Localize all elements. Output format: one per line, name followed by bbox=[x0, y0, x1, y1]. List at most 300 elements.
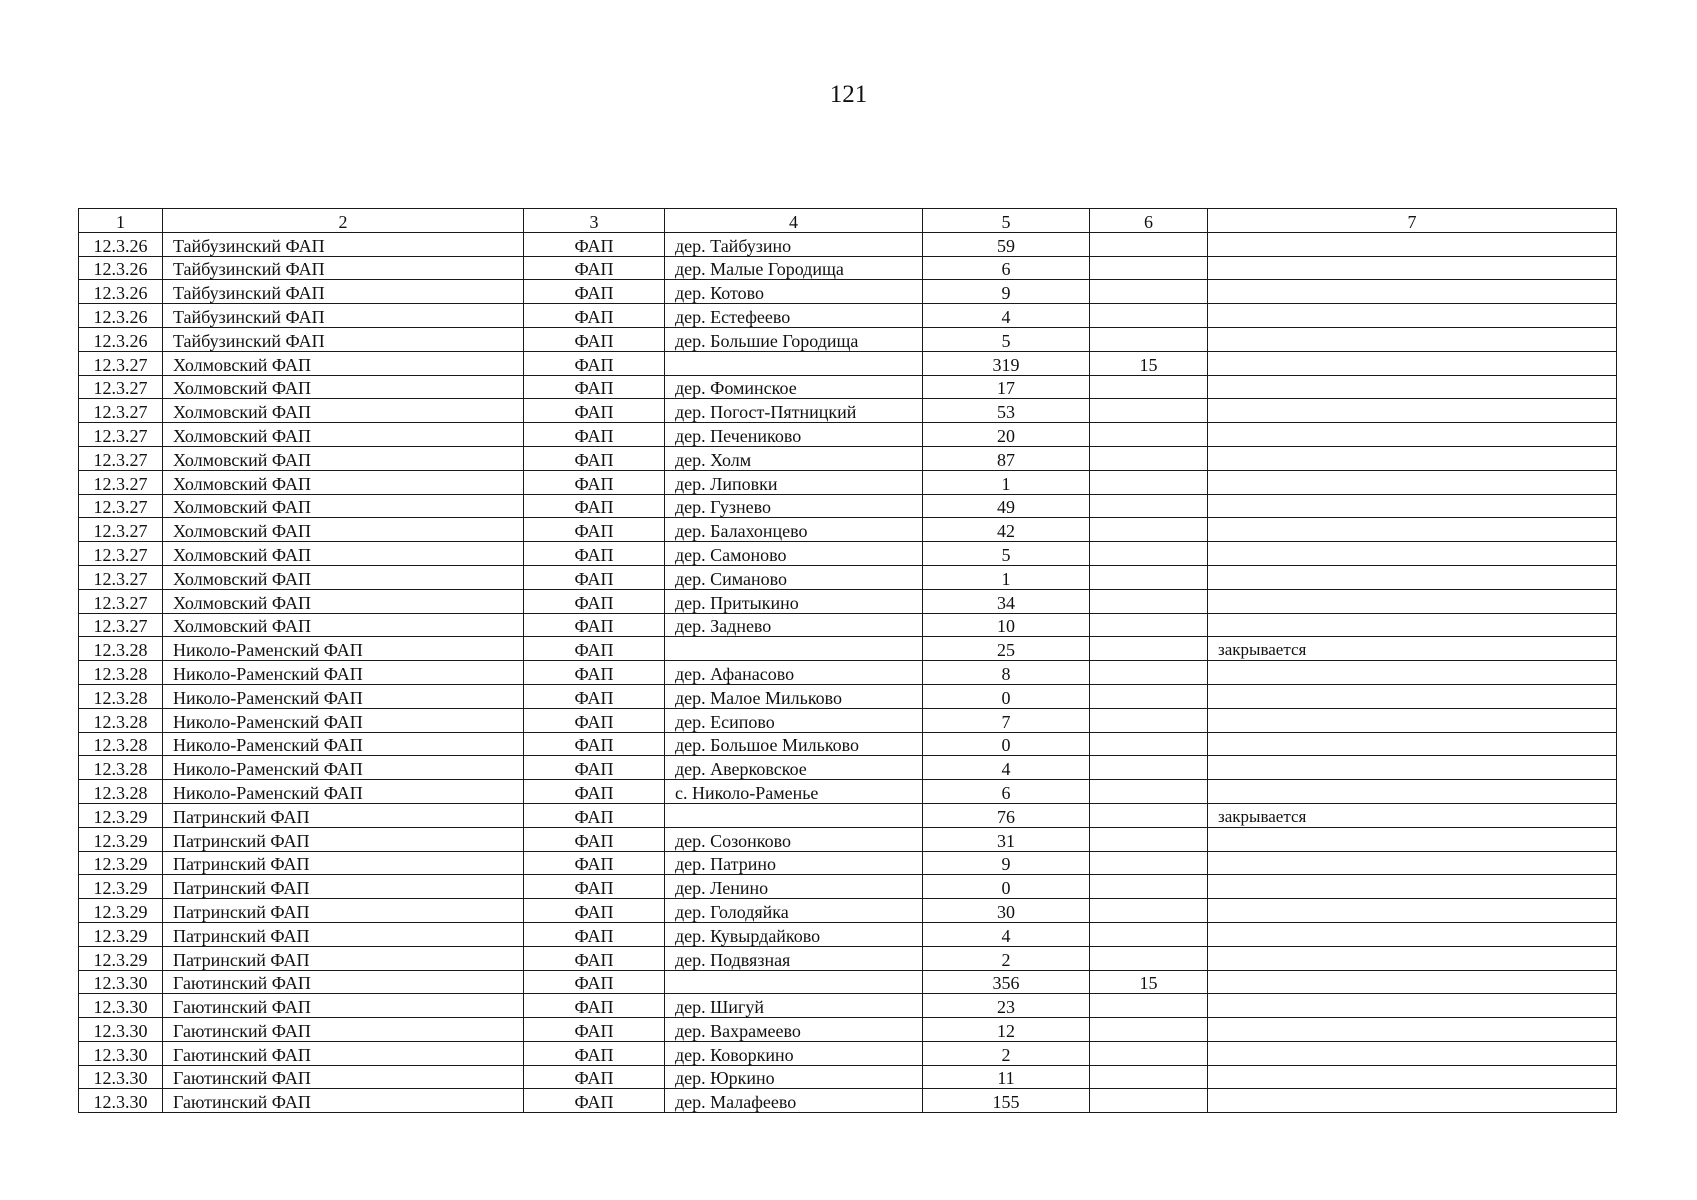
table-row bbox=[79, 684, 1617, 708]
facility-type-cell: ФАП bbox=[524, 470, 665, 494]
table-row bbox=[79, 827, 1617, 851]
note-cell bbox=[1208, 256, 1617, 280]
facility-type-cell: ФАП bbox=[524, 803, 665, 827]
table-row bbox=[79, 1018, 1617, 1042]
note-cell bbox=[1208, 1041, 1617, 1065]
facility-name-cell: Патринский ФАП bbox=[163, 851, 524, 875]
note-cell bbox=[1208, 351, 1617, 375]
settlement-cell: дер. Аверковское bbox=[665, 756, 923, 780]
column-header-4: 4 bbox=[665, 209, 923, 233]
col6-value-cell bbox=[1090, 756, 1208, 780]
population-cell: 34 bbox=[923, 589, 1090, 613]
settlement-cell: дер. Юркино bbox=[665, 1065, 923, 1089]
facility-type-cell: ФАП bbox=[524, 637, 665, 661]
settlement-cell bbox=[665, 351, 923, 375]
settlement-cell: дер. Есипово bbox=[665, 708, 923, 732]
facility-name-cell: Холмовский ФАП bbox=[163, 375, 524, 399]
column-header-1: 1 bbox=[79, 209, 163, 233]
settlement-cell: дер. Погост-Пятницкий bbox=[665, 399, 923, 423]
table-row bbox=[79, 708, 1617, 732]
note-cell bbox=[1208, 780, 1617, 804]
note-cell bbox=[1208, 827, 1617, 851]
population-cell: 5 bbox=[923, 542, 1090, 566]
table-row bbox=[79, 351, 1617, 375]
col6-value-cell bbox=[1090, 1065, 1208, 1089]
row-code-cell: 12.3.29 bbox=[79, 851, 163, 875]
col6-value-cell bbox=[1090, 637, 1208, 661]
note-cell bbox=[1208, 851, 1617, 875]
facility-name-cell: Патринский ФАП bbox=[163, 875, 524, 899]
row-code-cell: 12.3.29 bbox=[79, 827, 163, 851]
note-cell bbox=[1208, 423, 1617, 447]
table-row bbox=[79, 470, 1617, 494]
population-cell: 12 bbox=[923, 1018, 1090, 1042]
row-code-cell: 12.3.27 bbox=[79, 518, 163, 542]
col6-value-cell bbox=[1090, 946, 1208, 970]
population-cell: 6 bbox=[923, 780, 1090, 804]
facility-type-cell: ФАП bbox=[524, 994, 665, 1018]
table-row bbox=[79, 327, 1617, 351]
population-cell: 5 bbox=[923, 327, 1090, 351]
row-code-cell: 12.3.26 bbox=[79, 256, 163, 280]
col6-value-cell bbox=[1090, 256, 1208, 280]
settlement-cell: дер. Заднево bbox=[665, 613, 923, 637]
settlement-cell: дер. Тайбузино bbox=[665, 232, 923, 256]
facility-name-cell: Холмовский ФАП bbox=[163, 351, 524, 375]
table-row bbox=[79, 542, 1617, 566]
row-code-cell: 12.3.26 bbox=[79, 280, 163, 304]
population-cell: 42 bbox=[923, 518, 1090, 542]
col6-value-cell bbox=[1090, 423, 1208, 447]
table-row bbox=[79, 446, 1617, 470]
population-cell: 1 bbox=[923, 565, 1090, 589]
facility-type-cell: ФАП bbox=[524, 732, 665, 756]
facility-name-cell: Николо-Раменский ФАП bbox=[163, 708, 524, 732]
facility-name-cell: Холмовский ФАП bbox=[163, 446, 524, 470]
note-cell bbox=[1208, 994, 1617, 1018]
population-cell: 11 bbox=[923, 1065, 1090, 1089]
note-cell bbox=[1208, 732, 1617, 756]
facility-name-cell: Николо-Раменский ФАП bbox=[163, 684, 524, 708]
col6-value-cell bbox=[1090, 304, 1208, 328]
row-code-cell: 12.3.30 bbox=[79, 994, 163, 1018]
facility-type-cell: ФАП bbox=[524, 1065, 665, 1089]
row-code-cell: 12.3.28 bbox=[79, 684, 163, 708]
facility-name-cell: Холмовский ФАП bbox=[163, 399, 524, 423]
facility-type-cell: ФАП bbox=[524, 304, 665, 328]
settlement-cell: дер. Афанасово bbox=[665, 661, 923, 685]
table-row bbox=[79, 280, 1617, 304]
col6-value-cell bbox=[1090, 899, 1208, 923]
settlement-cell: дер. Патрино bbox=[665, 851, 923, 875]
col6-value-cell bbox=[1090, 470, 1208, 494]
row-code-cell: 12.3.27 bbox=[79, 470, 163, 494]
population-cell: 49 bbox=[923, 494, 1090, 518]
row-code-cell: 12.3.27 bbox=[79, 423, 163, 447]
facility-type-cell: ФАП bbox=[524, 399, 665, 423]
facility-name-cell: Холмовский ФАП bbox=[163, 470, 524, 494]
settlement-cell: дер. Притыкино bbox=[665, 589, 923, 613]
table-row bbox=[79, 780, 1617, 804]
table-row bbox=[79, 732, 1617, 756]
facility-type-cell: ФАП bbox=[524, 780, 665, 804]
column-header-3: 3 bbox=[524, 209, 665, 233]
col6-value-cell bbox=[1090, 1041, 1208, 1065]
row-code-cell: 12.3.27 bbox=[79, 399, 163, 423]
col6-value-cell bbox=[1090, 732, 1208, 756]
settlement-cell: дер. Большие Городища bbox=[665, 327, 923, 351]
note-cell bbox=[1208, 589, 1617, 613]
facility-type-cell: ФАП bbox=[524, 684, 665, 708]
facility-type-cell: ФАП bbox=[524, 494, 665, 518]
fap-register-table bbox=[78, 208, 1617, 1113]
facility-type-cell: ФАП bbox=[524, 565, 665, 589]
population-cell: 87 bbox=[923, 446, 1090, 470]
settlement-cell: дер. Липовки bbox=[665, 470, 923, 494]
note-cell bbox=[1208, 946, 1617, 970]
table-row bbox=[79, 875, 1617, 899]
row-code-cell: 12.3.28 bbox=[79, 661, 163, 685]
settlement-cell: дер. Балахонцево bbox=[665, 518, 923, 542]
table-row bbox=[79, 399, 1617, 423]
facility-type-cell: ФАП bbox=[524, 1089, 665, 1113]
col6-value-cell: 15 bbox=[1090, 970, 1208, 994]
settlement-cell: дер. Кувырдайково bbox=[665, 922, 923, 946]
col6-value-cell bbox=[1090, 803, 1208, 827]
population-cell: 4 bbox=[923, 922, 1090, 946]
col6-value-cell bbox=[1090, 232, 1208, 256]
facility-name-cell: Холмовский ФАП bbox=[163, 423, 524, 447]
facility-name-cell: Гаютинский ФАП bbox=[163, 970, 524, 994]
table-row bbox=[79, 494, 1617, 518]
facility-name-cell: Патринский ФАП bbox=[163, 899, 524, 923]
row-code-cell: 12.3.28 bbox=[79, 708, 163, 732]
facility-type-cell: ФАП bbox=[524, 256, 665, 280]
population-cell: 7 bbox=[923, 708, 1090, 732]
note-cell bbox=[1208, 1089, 1617, 1113]
population-cell: 2 bbox=[923, 1041, 1090, 1065]
row-code-cell: 12.3.30 bbox=[79, 1089, 163, 1113]
population-cell: 319 bbox=[923, 351, 1090, 375]
settlement-cell: дер. Шигуй bbox=[665, 994, 923, 1018]
settlement-cell: дер. Ленино bbox=[665, 875, 923, 899]
facility-type-cell: ФАП bbox=[524, 827, 665, 851]
facility-name-cell: Гаютинский ФАП bbox=[163, 1065, 524, 1089]
population-cell: 17 bbox=[923, 375, 1090, 399]
col6-value-cell bbox=[1090, 542, 1208, 566]
facility-type-cell: ФАП bbox=[524, 613, 665, 637]
col6-value-cell bbox=[1090, 565, 1208, 589]
settlement-cell: дер. Созонково bbox=[665, 827, 923, 851]
settlement-cell: дер. Печениково bbox=[665, 423, 923, 447]
col6-value-cell bbox=[1090, 1089, 1208, 1113]
note-cell bbox=[1208, 565, 1617, 589]
table-row bbox=[79, 423, 1617, 447]
facility-name-cell: Патринский ФАП bbox=[163, 827, 524, 851]
facility-name-cell: Николо-Раменский ФАП bbox=[163, 637, 524, 661]
note-cell bbox=[1208, 280, 1617, 304]
table-row bbox=[79, 803, 1617, 827]
table-row bbox=[79, 637, 1617, 661]
facility-name-cell: Гаютинский ФАП bbox=[163, 1089, 524, 1113]
row-code-cell: 12.3.27 bbox=[79, 542, 163, 566]
row-code-cell: 12.3.26 bbox=[79, 304, 163, 328]
population-cell: 53 bbox=[923, 399, 1090, 423]
facility-name-cell: Патринский ФАП bbox=[163, 922, 524, 946]
row-code-cell: 12.3.26 bbox=[79, 232, 163, 256]
col6-value-cell bbox=[1090, 280, 1208, 304]
settlement-cell: дер. Голодяйка bbox=[665, 899, 923, 923]
settlement-cell: дер. Малые Городища bbox=[665, 256, 923, 280]
table-row bbox=[79, 256, 1617, 280]
population-cell: 9 bbox=[923, 280, 1090, 304]
note-cell bbox=[1208, 875, 1617, 899]
population-cell: 0 bbox=[923, 684, 1090, 708]
note-cell bbox=[1208, 494, 1617, 518]
population-cell: 25 bbox=[923, 637, 1090, 661]
note-cell bbox=[1208, 661, 1617, 685]
settlement-cell: дер. Естефеево bbox=[665, 304, 923, 328]
col6-value-cell bbox=[1090, 399, 1208, 423]
facility-name-cell: Тайбузинский ФАП bbox=[163, 327, 524, 351]
population-cell: 59 bbox=[923, 232, 1090, 256]
facility-name-cell: Холмовский ФАП bbox=[163, 542, 524, 566]
col6-value-cell bbox=[1090, 708, 1208, 732]
facility-name-cell: Гаютинский ФАП bbox=[163, 994, 524, 1018]
note-cell bbox=[1208, 327, 1617, 351]
population-cell: 0 bbox=[923, 875, 1090, 899]
row-code-cell: 12.3.30 bbox=[79, 1018, 163, 1042]
settlement-cell bbox=[665, 970, 923, 994]
facility-type-cell: ФАП bbox=[524, 708, 665, 732]
facility-name-cell: Николо-Раменский ФАП bbox=[163, 732, 524, 756]
row-code-cell: 12.3.27 bbox=[79, 494, 163, 518]
row-code-cell: 12.3.27 bbox=[79, 589, 163, 613]
facility-type-cell: ФАП bbox=[524, 1041, 665, 1065]
col6-value-cell bbox=[1090, 827, 1208, 851]
facility-type-cell: ФАП bbox=[524, 922, 665, 946]
facility-type-cell: ФАП bbox=[524, 970, 665, 994]
settlement-cell: дер. Малое Мильково bbox=[665, 684, 923, 708]
row-code-cell: 12.3.27 bbox=[79, 446, 163, 470]
row-code-cell: 12.3.30 bbox=[79, 970, 163, 994]
note-cell bbox=[1208, 399, 1617, 423]
facility-name-cell: Тайбузинский ФАП bbox=[163, 256, 524, 280]
population-cell: 10 bbox=[923, 613, 1090, 637]
facility-type-cell: ФАП bbox=[524, 946, 665, 970]
column-header-5: 5 bbox=[923, 209, 1090, 233]
settlement-cell bbox=[665, 803, 923, 827]
facility-type-cell: ФАП bbox=[524, 518, 665, 542]
col6-value-cell bbox=[1090, 375, 1208, 399]
facility-type-cell: ФАП bbox=[524, 423, 665, 447]
note-cell bbox=[1208, 518, 1617, 542]
note-cell: закрывается bbox=[1208, 803, 1617, 827]
table-row bbox=[79, 994, 1617, 1018]
row-code-cell: 12.3.29 bbox=[79, 803, 163, 827]
note-cell bbox=[1208, 446, 1617, 470]
population-cell: 2 bbox=[923, 946, 1090, 970]
facility-type-cell: ФАП bbox=[524, 232, 665, 256]
col6-value-cell bbox=[1090, 851, 1208, 875]
settlement-cell: дер. Фоминское bbox=[665, 375, 923, 399]
facility-name-cell: Холмовский ФАП bbox=[163, 494, 524, 518]
note-cell bbox=[1208, 899, 1617, 923]
settlement-cell: дер. Малафеево bbox=[665, 1089, 923, 1113]
settlement-cell: дер. Гузнево bbox=[665, 494, 923, 518]
note-cell: закрывается bbox=[1208, 637, 1617, 661]
settlement-cell: дер. Коворкино bbox=[665, 1041, 923, 1065]
note-cell bbox=[1208, 613, 1617, 637]
row-code-cell: 12.3.29 bbox=[79, 875, 163, 899]
row-code-cell: 12.3.29 bbox=[79, 946, 163, 970]
population-cell: 0 bbox=[923, 732, 1090, 756]
note-cell bbox=[1208, 756, 1617, 780]
population-cell: 4 bbox=[923, 756, 1090, 780]
note-cell bbox=[1208, 470, 1617, 494]
column-header-2: 2 bbox=[163, 209, 524, 233]
population-cell: 9 bbox=[923, 851, 1090, 875]
settlement-cell: дер. Подвязная bbox=[665, 946, 923, 970]
col6-value-cell bbox=[1090, 518, 1208, 542]
population-cell: 23 bbox=[923, 994, 1090, 1018]
facility-type-cell: ФАП bbox=[524, 851, 665, 875]
table-row bbox=[79, 518, 1617, 542]
facility-type-cell: ФАП bbox=[524, 875, 665, 899]
col6-value-cell bbox=[1090, 613, 1208, 637]
row-code-cell: 12.3.27 bbox=[79, 613, 163, 637]
facility-name-cell: Патринский ФАП bbox=[163, 946, 524, 970]
row-code-cell: 12.3.28 bbox=[79, 637, 163, 661]
population-cell: 1 bbox=[923, 470, 1090, 494]
row-code-cell: 12.3.28 bbox=[79, 756, 163, 780]
col6-value-cell bbox=[1090, 994, 1208, 1018]
facility-name-cell: Холмовский ФАП bbox=[163, 589, 524, 613]
row-code-cell: 12.3.27 bbox=[79, 351, 163, 375]
facility-type-cell: ФАП bbox=[524, 375, 665, 399]
settlement-cell: дер. Холм bbox=[665, 446, 923, 470]
row-code-cell: 12.3.27 bbox=[79, 565, 163, 589]
facility-name-cell: Николо-Раменский ФАП bbox=[163, 661, 524, 685]
row-code-cell: 12.3.30 bbox=[79, 1065, 163, 1089]
col6-value-cell bbox=[1090, 494, 1208, 518]
table-row bbox=[79, 1041, 1617, 1065]
settlement-cell: дер. Котово bbox=[665, 280, 923, 304]
table-row bbox=[79, 565, 1617, 589]
facility-name-cell: Гаютинский ФАП bbox=[163, 1018, 524, 1042]
facility-type-cell: ФАП bbox=[524, 756, 665, 780]
note-cell bbox=[1208, 1018, 1617, 1042]
col6-value-cell bbox=[1090, 327, 1208, 351]
population-cell: 8 bbox=[923, 661, 1090, 685]
row-code-cell: 12.3.29 bbox=[79, 899, 163, 923]
facility-name-cell: Патринский ФАП bbox=[163, 803, 524, 827]
table-row bbox=[79, 899, 1617, 923]
table-row bbox=[79, 232, 1617, 256]
settlement-cell bbox=[665, 637, 923, 661]
settlement-cell: дер. Большое Мильково bbox=[665, 732, 923, 756]
row-code-cell: 12.3.27 bbox=[79, 375, 163, 399]
col6-value-cell bbox=[1090, 1018, 1208, 1042]
facility-name-cell: Тайбузинский ФАП bbox=[163, 280, 524, 304]
facility-type-cell: ФАП bbox=[524, 542, 665, 566]
row-code-cell: 12.3.28 bbox=[79, 732, 163, 756]
column-number-row bbox=[79, 209, 1617, 233]
note-cell bbox=[1208, 542, 1617, 566]
col6-value-cell bbox=[1090, 661, 1208, 685]
note-cell bbox=[1208, 375, 1617, 399]
note-cell bbox=[1208, 304, 1617, 328]
table-row bbox=[79, 661, 1617, 685]
note-cell bbox=[1208, 684, 1617, 708]
table-row bbox=[79, 922, 1617, 946]
row-code-cell: 12.3.30 bbox=[79, 1041, 163, 1065]
table-body bbox=[79, 232, 1617, 1112]
facility-name-cell: Холмовский ФАП bbox=[163, 518, 524, 542]
facility-name-cell: Тайбузинский ФАП bbox=[163, 304, 524, 328]
settlement-cell: дер. Вахрамеево bbox=[665, 1018, 923, 1042]
population-cell: 4 bbox=[923, 304, 1090, 328]
facility-name-cell: Холмовский ФАП bbox=[163, 565, 524, 589]
col6-value-cell bbox=[1090, 875, 1208, 899]
col6-value-cell bbox=[1090, 922, 1208, 946]
note-cell bbox=[1208, 1065, 1617, 1089]
note-cell bbox=[1208, 970, 1617, 994]
facility-name-cell: Николо-Раменский ФАП bbox=[163, 780, 524, 804]
facility-type-cell: ФАП bbox=[524, 280, 665, 304]
facility-name-cell: Гаютинский ФАП bbox=[163, 1041, 524, 1065]
page-number: 121 bbox=[829, 81, 868, 108]
population-cell: 155 bbox=[923, 1089, 1090, 1113]
note-cell bbox=[1208, 922, 1617, 946]
note-cell bbox=[1208, 232, 1617, 256]
note-cell bbox=[1208, 708, 1617, 732]
table-row bbox=[79, 304, 1617, 328]
settlement-cell: с. Николо-Раменье bbox=[665, 780, 923, 804]
population-cell: 30 bbox=[923, 899, 1090, 923]
facility-type-cell: ФАП bbox=[524, 327, 665, 351]
table-row bbox=[79, 375, 1617, 399]
table-row bbox=[79, 970, 1617, 994]
facility-type-cell: ФАП bbox=[524, 899, 665, 923]
population-cell: 356 bbox=[923, 970, 1090, 994]
facility-type-cell: ФАП bbox=[524, 1018, 665, 1042]
column-header-7: 7 bbox=[1208, 209, 1617, 233]
table-row bbox=[79, 851, 1617, 875]
col6-value-cell bbox=[1090, 589, 1208, 613]
population-cell: 20 bbox=[923, 423, 1090, 447]
facility-name-cell: Николо-Раменский ФАП bbox=[163, 756, 524, 780]
settlement-cell: дер. Самоново bbox=[665, 542, 923, 566]
population-cell: 76 bbox=[923, 803, 1090, 827]
facility-type-cell: ФАП bbox=[524, 446, 665, 470]
facility-type-cell: ФАП bbox=[524, 589, 665, 613]
table-row bbox=[79, 756, 1617, 780]
population-cell: 6 bbox=[923, 256, 1090, 280]
row-code-cell: 12.3.29 bbox=[79, 922, 163, 946]
table-row bbox=[79, 946, 1617, 970]
col6-value-cell: 15 bbox=[1090, 351, 1208, 375]
population-cell: 31 bbox=[923, 827, 1090, 851]
table-row bbox=[79, 1065, 1617, 1089]
column-header-6: 6 bbox=[1090, 209, 1208, 233]
facility-type-cell: ФАП bbox=[524, 351, 665, 375]
settlement-cell: дер. Симаново bbox=[665, 565, 923, 589]
facility-name-cell: Тайбузинский ФАП bbox=[163, 232, 524, 256]
facility-name-cell: Холмовский ФАП bbox=[163, 613, 524, 637]
table-row bbox=[79, 613, 1617, 637]
col6-value-cell bbox=[1090, 684, 1208, 708]
